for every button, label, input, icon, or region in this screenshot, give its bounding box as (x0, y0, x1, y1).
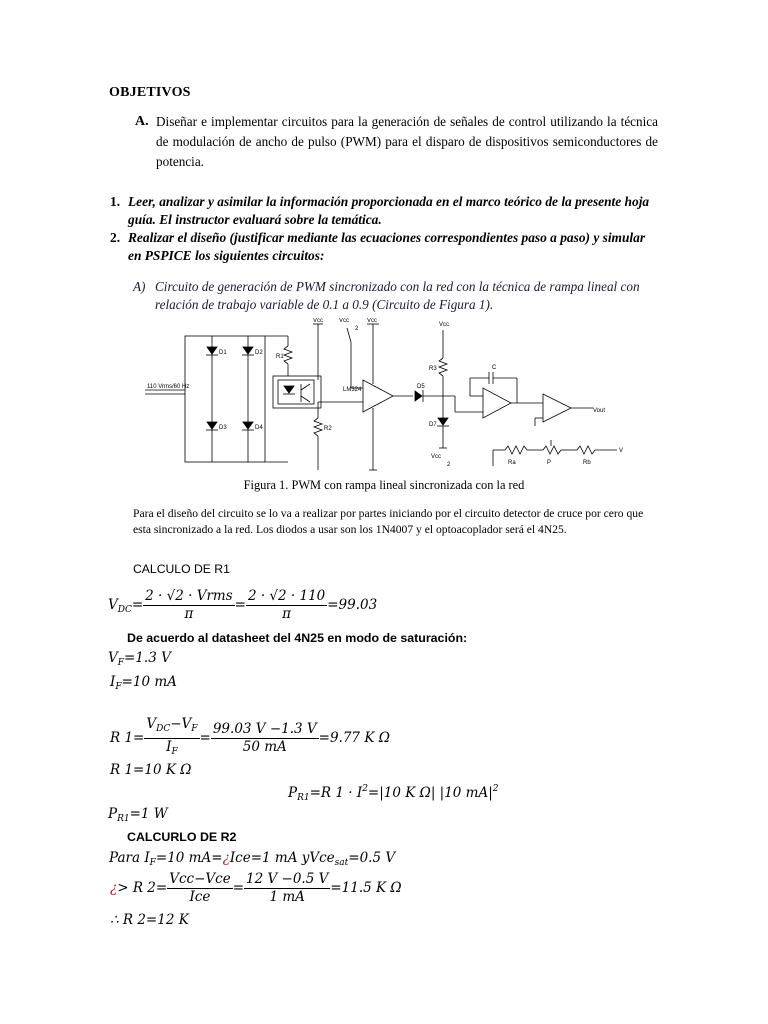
diode-d4 (242, 422, 254, 430)
equation-r2-result: ∴ R 2=12 K (110, 912, 189, 928)
equation-pr1-result: $P_{R1}=1$ W (108, 806, 168, 824)
label-d4: D4 (255, 425, 263, 431)
label-vcc-bottom: Vcc (431, 454, 442, 460)
label-p: P (547, 460, 552, 466)
sub-item-a (133, 278, 658, 314)
equation-if: $I_F=10$ mA (110, 674, 177, 692)
figure-caption: Figura 1. PWM con rampa lineal sincronizada con la red (243, 478, 525, 492)
label-d2: D2 (255, 350, 263, 356)
label-vcc: Vcc (439, 322, 450, 328)
label-d3: D3 (219, 425, 227, 431)
list-number: 2. (110, 230, 121, 245)
description-paragraph: Para el diseño del circuito se lo va a realizar por partes iniciando por el circuito detector de cruce por cero que esta sincronizado a la red. Los diodos a usar son los 1N4007 y el optoacoplador será el 4N25. (133, 507, 644, 536)
label-d1: D1 (219, 350, 227, 356)
potentiometer-p (543, 446, 561, 454)
diode-d7 (437, 418, 449, 426)
resistor-r2 (314, 418, 322, 436)
resistor-r1 (284, 346, 292, 364)
label-v: V (619, 448, 624, 454)
equation-vf: $V_F=1.3$ V (108, 650, 171, 668)
equation-r1-result: R 1=10 K Ω (110, 762, 192, 778)
resistor-rb (577, 446, 595, 454)
calculo-r1-heading: CALCULO DE R1 (133, 562, 230, 576)
label-vcc: Vcc (367, 318, 378, 324)
objective-label: A. (135, 114, 149, 129)
label-vcc: Vcc (313, 318, 324, 324)
equation-para: Para $I_F=10$ mA=¿Ice=1 mA yVce$_{sat}$=0.5 V (109, 850, 396, 868)
diode-d5 (415, 390, 423, 402)
list-text: Leer, analizar y asimilar la información proporcionada en el marco teórico de la presente hoja guía. El instructor evaluará sobre la temática. (128, 194, 650, 227)
label-vcc-half: Vcc (339, 318, 350, 324)
resistor-ra (505, 446, 527, 454)
calculo-r2-heading: CALCURLO DE R2 (127, 830, 237, 844)
label-r2: R2 (324, 426, 332, 432)
sub-item-label: A) (133, 279, 146, 294)
label-d5: D5 (417, 384, 425, 390)
label-two: 2 (355, 326, 359, 332)
diode-d3 (206, 422, 218, 430)
resistor-r3 (439, 358, 447, 376)
label-r3: R3 (429, 366, 437, 372)
op-amp-integrator (483, 388, 511, 418)
label-c: C (492, 365, 497, 371)
op-amp-comparator (543, 394, 571, 422)
sub-item-text: Circuito de generación de PWM sincronizado con la red con la técnica de rampa lineal con relación de trabajo variable de 0.1 a 0.9 (Circuito de Figura 1). (155, 279, 640, 312)
label-r1: R1 (276, 354, 284, 360)
list-item (110, 229, 658, 265)
label-vout: Vout (593, 408, 606, 414)
label-d7: D7 (429, 422, 437, 428)
label-source: 110 Vrms/60 Hz (147, 384, 190, 390)
equation-vdc: $V_{DC}=$ $\frac{\text{2 · √2 · Vrms}}{\pi}$ = $\frac{2 \cdot √2 \cdot 110}{\pi}$ =99.03 (108, 588, 378, 622)
objective-text: Diseñar e implementar circuitos para la generación de señales de control utilizando la técnica de modulación de ancho de pulso (PWM) para el disparo de dispositivos semiconductores de potencia. (156, 114, 658, 169)
equation-pr1: $P_{R1}=R$ $1 \cdot I^2=|10$ K Ω| |10 $mA|^2$ (288, 784, 499, 803)
label-lm324: LM324 (343, 387, 362, 393)
diode-d2 (242, 347, 254, 355)
section-heading: OBJETIVOS (109, 85, 191, 100)
list-number: 1. (110, 194, 121, 209)
equation-r2: ¿> R 2= $\frac{\text{Vcc−Vce}}{\text{Ice}}$ = $\frac{12 V -0.5 V}{1 mA}$ =11.5 K Ω (110, 871, 402, 905)
label-two-bottom: 2 (447, 462, 451, 468)
label-ra: Ra (508, 460, 516, 466)
pwm-circuit-diagram (145, 318, 635, 476)
label-rb: Rb (583, 460, 591, 466)
equation-r1: R 1= $\frac{V_{DC}-V_F}{I_F}$ = $\frac{99.03 V -1.3 V}{50 mA}$ =9.77 K Ω (110, 716, 390, 757)
op-amp-lm324 (363, 380, 393, 412)
list-item (110, 193, 658, 229)
list-text: Realizar el diseño (justificar mediante las ecuaciones correspondientes paso a paso) y simular en PSPICE los siguientes circuitos: (128, 230, 646, 263)
datasheet-note: De acuerdo al datasheet del 4N25 en modo de saturación: (127, 631, 468, 645)
